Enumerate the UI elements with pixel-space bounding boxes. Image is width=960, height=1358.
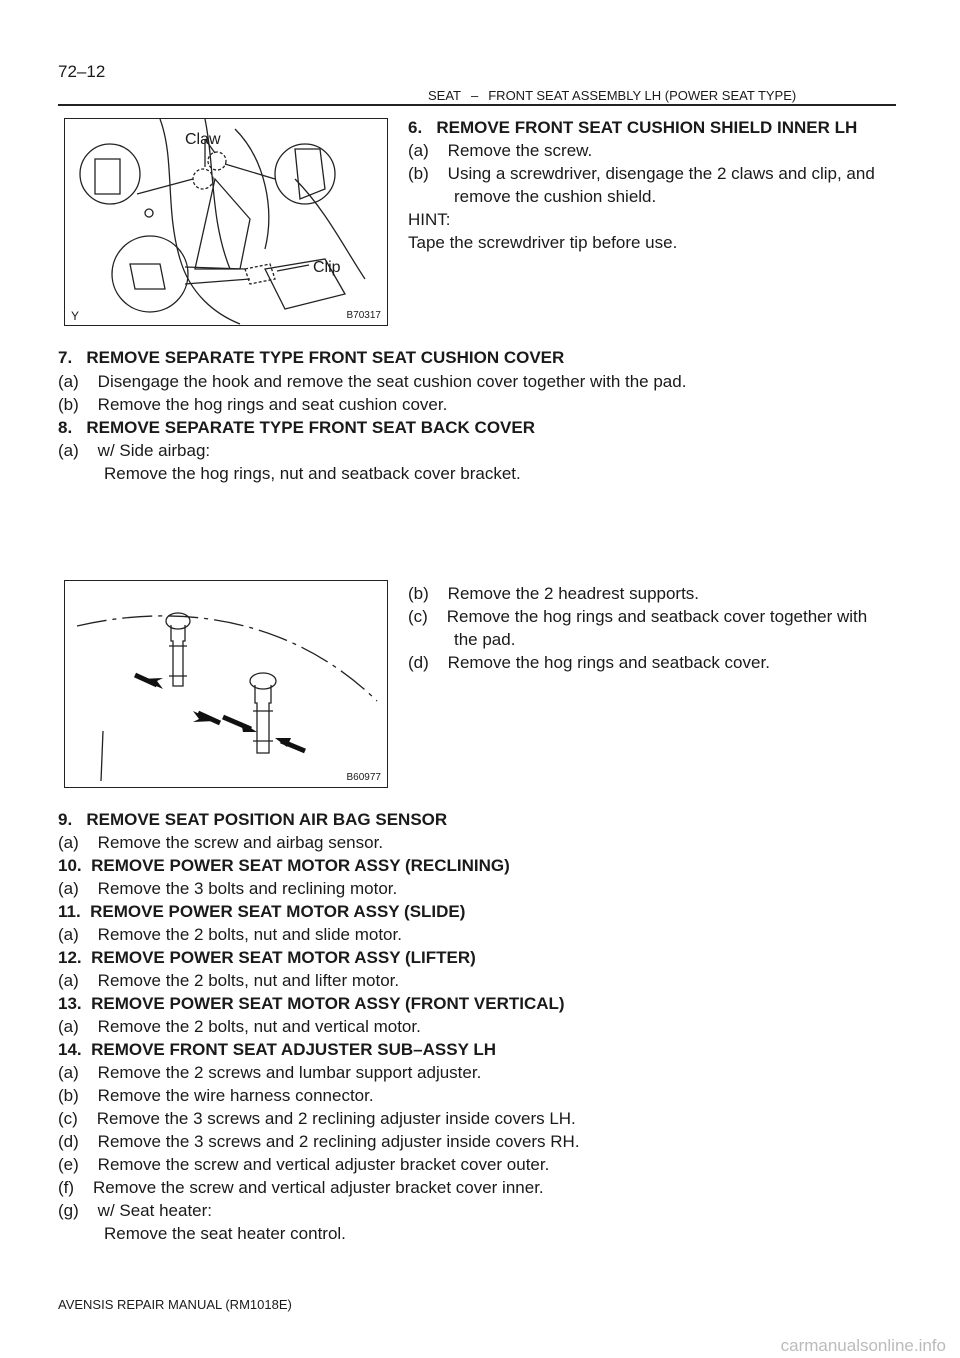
headrest-supports-illustration [65, 581, 387, 787]
watermark: carmanualsonline.info [780, 1336, 946, 1355]
step-8-c-line1: (c) Remove the hog rings and seatback cover together with [408, 607, 868, 626]
figure-code: B70317 [346, 310, 381, 321]
step-14-title: 14. REMOVE FRONT SEAT ADJUSTER SUB–ASSY LH [58, 1040, 496, 1059]
clip-label: Clip [313, 259, 341, 276]
figure-mark: Y [71, 309, 80, 323]
step-9-a: (a) Remove the screw and airbag sensor. [58, 833, 384, 852]
step-13-title: 13. REMOVE POWER SEAT MOTOR ASSY (FRONT VERTICAL) [58, 994, 565, 1013]
page-number: 72–12 [58, 62, 106, 81]
step-13-a: (a) Remove the 2 bolts, nut and vertical motor. [58, 1017, 421, 1036]
header-dash: – [471, 88, 479, 103]
step-8-a-line1: (a) w/ Side airbag: [58, 441, 211, 460]
figure-code: B60977 [346, 772, 381, 783]
step-11-title: 11. REMOVE POWER SEAT MOTOR ASSY (SLIDE) [58, 902, 466, 921]
figure-headrest-supports [64, 580, 388, 788]
hint-label: HINT: [408, 210, 451, 229]
step-7-title: 7. REMOVE SEPARATE TYPE FRONT SEAT CUSHION COVER [58, 348, 565, 367]
step-7-a: (a) Disengage the hook and remove the seat cushion cover together with the pad. [58, 372, 687, 391]
step-6-b-line2: remove the cushion shield. [454, 187, 657, 206]
step-14-g-detail: Remove the seat heater control. [104, 1224, 346, 1243]
cushion-shield-illustration [65, 119, 387, 325]
step-14-e: (e) Remove the screw and vertical adjuster bracket cover outer. [58, 1155, 550, 1174]
step-8-c-line2: the pad. [454, 630, 516, 649]
step-8-b: (b) Remove the 2 headrest supports. [408, 584, 700, 603]
step-8-d: (d) Remove the hog rings and seatback cover. [408, 653, 770, 672]
step-12-title: 12. REMOVE POWER SEAT MOTOR ASSY (LIFTER) [58, 948, 476, 967]
step-12-a: (a) Remove the 2 bolts, nut and lifter motor. [58, 971, 400, 990]
step-9-title: 9. REMOVE SEAT POSITION AIR BAG SENSOR [58, 810, 448, 829]
step-14-b: (b) Remove the wire harness connector. [58, 1086, 374, 1105]
footer-manual-title: AVENSIS REPAIR MANUAL (RM1018E) [58, 1297, 292, 1312]
step-11-a: (a) Remove the 2 bolts, nut and slide motor. [58, 925, 402, 944]
step-6-title: 6. REMOVE FRONT SEAT CUSHION SHIELD INNER LH [408, 118, 858, 137]
hint-text: Tape the screwdriver tip before use. [408, 233, 678, 252]
step-6-b-line1: (b) Using a screwdriver, disengage the 2 claws and clip, and [408, 164, 875, 183]
header-section: SEAT [428, 88, 461, 103]
step-14-d: (d) Remove the 3 screws and 2 reclining adjuster inside covers RH. [58, 1132, 580, 1151]
step-10-a: (a) Remove the 3 bolts and reclining motor. [58, 879, 398, 898]
step-8-a-line2: Remove the hog rings, nut and seatback cover bracket. [104, 464, 521, 483]
step-14-c: (c) Remove the 3 screws and 2 reclining adjuster inside covers LH. [58, 1109, 576, 1128]
step-14-a: (a) Remove the 2 screws and lumbar support adjuster. [58, 1063, 482, 1082]
running-header [428, 88, 796, 103]
header-rule [58, 104, 896, 106]
step-14-g: (g) w/ Seat heater: [58, 1201, 213, 1220]
claw-label: Claw [185, 131, 221, 148]
step-10-title: 10. REMOVE POWER SEAT MOTOR ASSY (RECLINING) [58, 856, 510, 875]
arrow-3 [241, 722, 257, 732]
step-7-b: (b) Remove the hog rings and seat cushion cover. [58, 395, 448, 414]
header-subsection: FRONT SEAT ASSEMBLY LH (POWER SEAT TYPE) [488, 88, 797, 103]
step-14-f: (f) Remove the screw and vertical adjuster bracket cover inner. [58, 1178, 544, 1197]
figure-cushion-shield [64, 118, 388, 326]
step-6-a: (a) Remove the screw. [408, 141, 593, 160]
step-8-title: 8. REMOVE SEPARATE TYPE FRONT SEAT BACK COVER [58, 418, 535, 437]
